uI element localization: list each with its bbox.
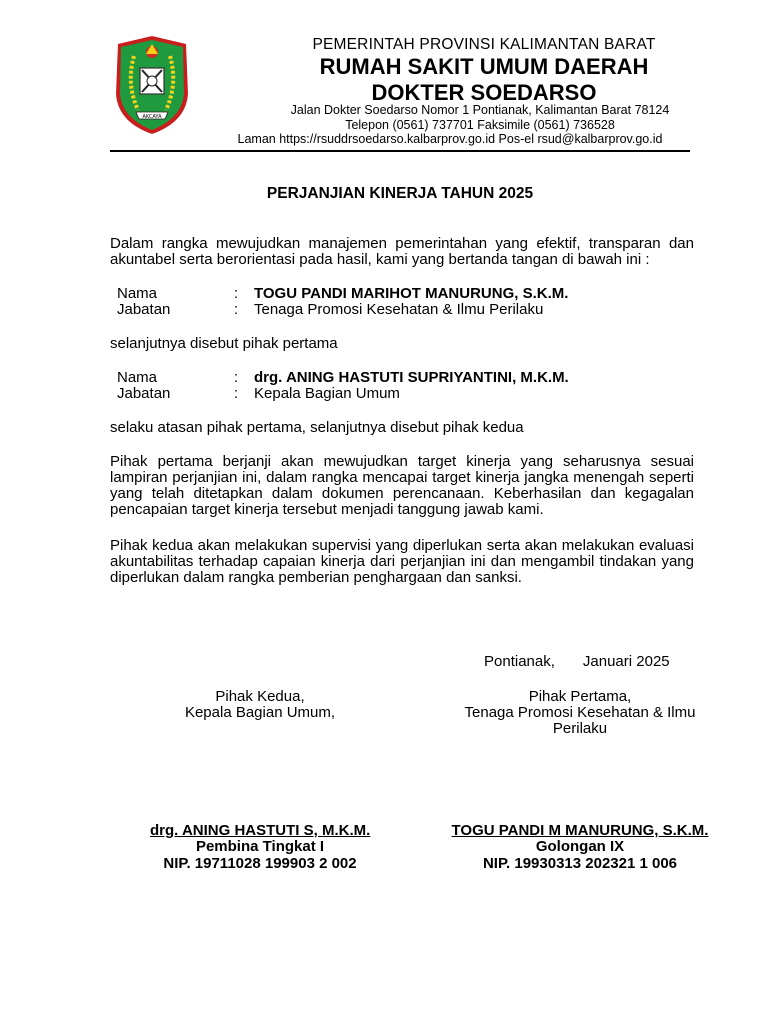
signature-date xyxy=(484,654,670,670)
party1-position-label: Jabatan xyxy=(117,301,171,318)
left-signatory-rank: Pembina Tingkat I xyxy=(195,838,325,855)
document-title: PERJANJIAN KINERJA TAHUN 2025 xyxy=(266,185,534,202)
party1-statement: selanjutnya disebut pihak pertama xyxy=(110,335,338,352)
hospital-phone: Telepon (0561) 737701 Faksimile (0561) 736528 xyxy=(345,118,615,132)
government-name: PEMERINTAH PROVINSI KALIMANTAN BARAT xyxy=(312,36,656,53)
hospital-name-line2: DOKTER SOEDARSO xyxy=(371,80,597,105)
signature-place: Pontianak, xyxy=(484,653,555,670)
party2-name-label: Nama xyxy=(117,369,158,386)
logo-ribbon-text: AKCAYA xyxy=(142,114,162,120)
party2-position-separator: : xyxy=(234,385,239,402)
party2-name-value: drg. ANING HASTUTI SUPRIYANTINI, M.K.M. xyxy=(254,369,569,386)
party2-position-value: Kepala Bagian Umum xyxy=(254,385,400,402)
right-signatory-position: Tenaga Promosi Kesehatan & Ilmu xyxy=(464,704,696,721)
party2-position-label: Jabatan xyxy=(117,385,171,402)
party1-position-separator: : xyxy=(234,301,239,318)
hospital-web: Laman https://rsuddrsoedarso.kalbarprov.go.id Pos-el rsud@kalbarprov.go.id xyxy=(237,132,663,146)
hospital-name-line1: RUMAH SAKIT UMUM DAERAH xyxy=(319,54,649,79)
right-signatory-rank: Golongan IX xyxy=(535,838,625,855)
party1-name-separator: : xyxy=(234,285,239,302)
commitment-paragraph-2: Pihak kedua akan melakukan supervisi yang diperlukan serta akan melakukan evaluasi akuntabilitas terhadap capaian kinerja dari perjanjian ini dan mengambil tindakan yang diperlukan dalam rangka pemberian penghargaan dan sanksi. xyxy=(110,537,694,586)
party1-name-value: TOGU PANDI MARIHOT MANURUNG, S.K.M. xyxy=(254,285,569,302)
party2-statement: selaku atasan pihak pertama, selanjutnya disebut pihak kedua xyxy=(110,419,524,436)
left-signatory-nip: NIP. 19711028 199903 2 002 xyxy=(163,855,357,872)
signature-month-year: Januari 2025 xyxy=(582,653,670,670)
left-signatory-position: Kepala Bagian Umum, xyxy=(184,704,336,721)
party1-position-value: Tenaga Promosi Kesehatan & Ilmu Perilaku xyxy=(254,301,544,318)
letterhead-divider xyxy=(110,150,690,152)
intro-paragraph: Dalam rangka mewujudkan manajemen pemerintahan yang efektif, transparan dan akuntabel serta berorientasi pada hasil, kami yang bertanda tangan di bawah ini : xyxy=(110,235,694,268)
right-signatory-nip: NIP. 19930313 202321 1 006 xyxy=(482,855,678,872)
left-signatory-role: Pihak Kedua, xyxy=(215,688,305,705)
commitment-paragraph-1: Pihak pertama berjanji akan mewujudkan target kinerja yang seharusnya sesuai lampiran perjanjian ini, dalam rangka mencapai target kinerja jangka menengah seperti yang telah ditetapkan dalam dokumen perencanaan. Keberhasilan dan kegagalan pencapaian target kinerja tersebut menjadi tanggung jawab kami. xyxy=(110,453,694,518)
right-signatory-role: Pihak Pertama, xyxy=(528,688,632,705)
provincial-emblem-logo xyxy=(112,34,192,136)
left-signatory-name: drg. ANING HASTUTI S, M.K.M. xyxy=(150,822,371,839)
hospital-address: Jalan Dokter Soedarso Nomor 1 Pontianak, Kalimantan Barat 78124 xyxy=(290,103,670,117)
party2-name-separator: : xyxy=(234,369,239,386)
right-signatory-name: TOGU PANDI M MANURUNG, S.K.M. xyxy=(451,822,709,839)
right-signatory-position-cont: Perilaku xyxy=(552,720,608,737)
party1-name-label: Nama xyxy=(117,285,158,302)
